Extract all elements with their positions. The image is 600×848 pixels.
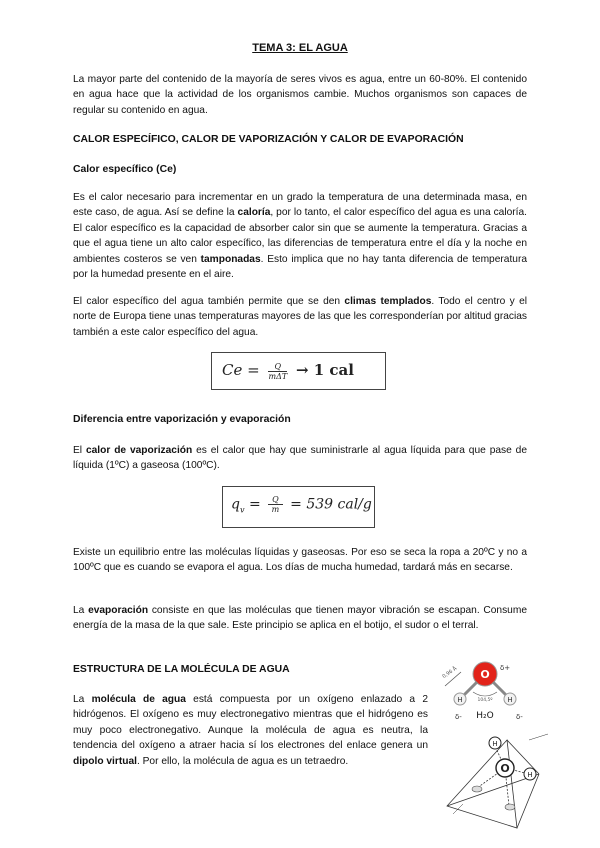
paragraph-calor-especifico: Es el calor necesario para incrementar en un grado la temperatura de una determinada masa, en este caso, de agua. Así se define la caloría, por lo tanto, el calor específico del agua es una caloría. El calor específico es la capacidad de absorber calor sin que se aumente la temperatura. Gracias a que el agua tiene un alto calor específico, las diferencias de temperatura entre el día y la noche en ambientes costeros se ven tamponadas. Esto implica que no hay tanta diferencia de temperatura por la humedad presente en el aire. <box>73 192 527 281</box>
paragraph-climas: El calor específico del agua también permite que se den climas templados. Todo el centro y el norte de Europa tiene unas temperaturas mayores de las que les corresponderían por altitud gracias también a este calor específico del agua. <box>73 296 527 338</box>
svg-text:δ-: δ- <box>516 713 523 721</box>
paragraph-equilibrio: Existe un equilibrio entre las moléculas líquidas y gaseosas. Por eso se seca la ropa a 20ºC y no a 100ºC que es cuando se evapora el agua. Los días de mucha humedad, tardará más en secarse. <box>73 547 527 574</box>
section-heading-calor: CALOR ESPECÍFICO, CALOR DE VAPORIZACIÓN Y CALOR DE EVAPORACIÓN <box>73 134 464 145</box>
svg-text:δ-: δ- <box>455 713 462 721</box>
h2o-formula-label: H₂O <box>476 711 494 721</box>
svg-text:H: H <box>507 696 513 704</box>
paragraph-molecula: La molécula de agua está compuesta por un oxígeno enlazado a 2 hidrógenos. El oxígeno es muy electronegativo mientras que el hidrógeno es muy poco electronegativo. Aunque la molécula de agua es neutra, la tendencia del oxígeno a atraer hacia sí los electrones del enlace genera un dipolo virtual. Por ello, la molécula de agua es un tetraedro. <box>73 694 428 767</box>
svg-text:104,5º: 104,5º <box>477 698 493 703</box>
paragraph-evaporacion: La evaporación consiste en que las moléculas que tienen mayor vibración se escapan. Consume energía de la masa de la que sale. Este principio se aplica en el botijo, el sudor o el terral. <box>73 605 527 632</box>
page-title: TEMA 3: EL AGUA <box>252 42 348 54</box>
paragraph-vaporizacion: El calor de vaporización es el calor que hay que suministrarle al agua líquida para que pase de líquida (1ºC) a gaseosa (100ºC). <box>73 445 528 472</box>
formula-calor-especifico: Ce = $\frac{Q}{\text{mΔT}}$ → 1 cal <box>211 352 386 390</box>
bond-length-label: 0,96 Å <box>441 665 459 680</box>
svg-text:H: H <box>457 696 463 704</box>
svg-text:δ+: δ+ <box>500 664 511 672</box>
svg-text:H: H <box>527 771 533 779</box>
subheading-vaporizacion: Diferencia entre vaporización y evaporación <box>73 414 291 425</box>
subheading-calor-especifico: Calor específico (Ce) <box>73 164 177 175</box>
water-molecule-figure <box>433 656 563 846</box>
section-heading-estructura: ESTRUCTURA DE LA MOLÉCULA DE AGUA <box>73 664 290 675</box>
intro-paragraph: La mayor parte del contenido de la mayoría de seres vivos es agua, entre un 60-80%. El contenido en agua hace que la actividad de los organismos cambie. Muchos organismos son capaces de regular su contenido en agua. <box>73 74 527 116</box>
svg-text:O: O <box>480 668 490 681</box>
formula-calor-vaporizacion: $q_v$ = $\frac{Q}{m}$ = 539 cal/g <box>222 486 375 528</box>
svg-text:H: H <box>492 740 498 748</box>
svg-text:O: O <box>500 762 510 775</box>
